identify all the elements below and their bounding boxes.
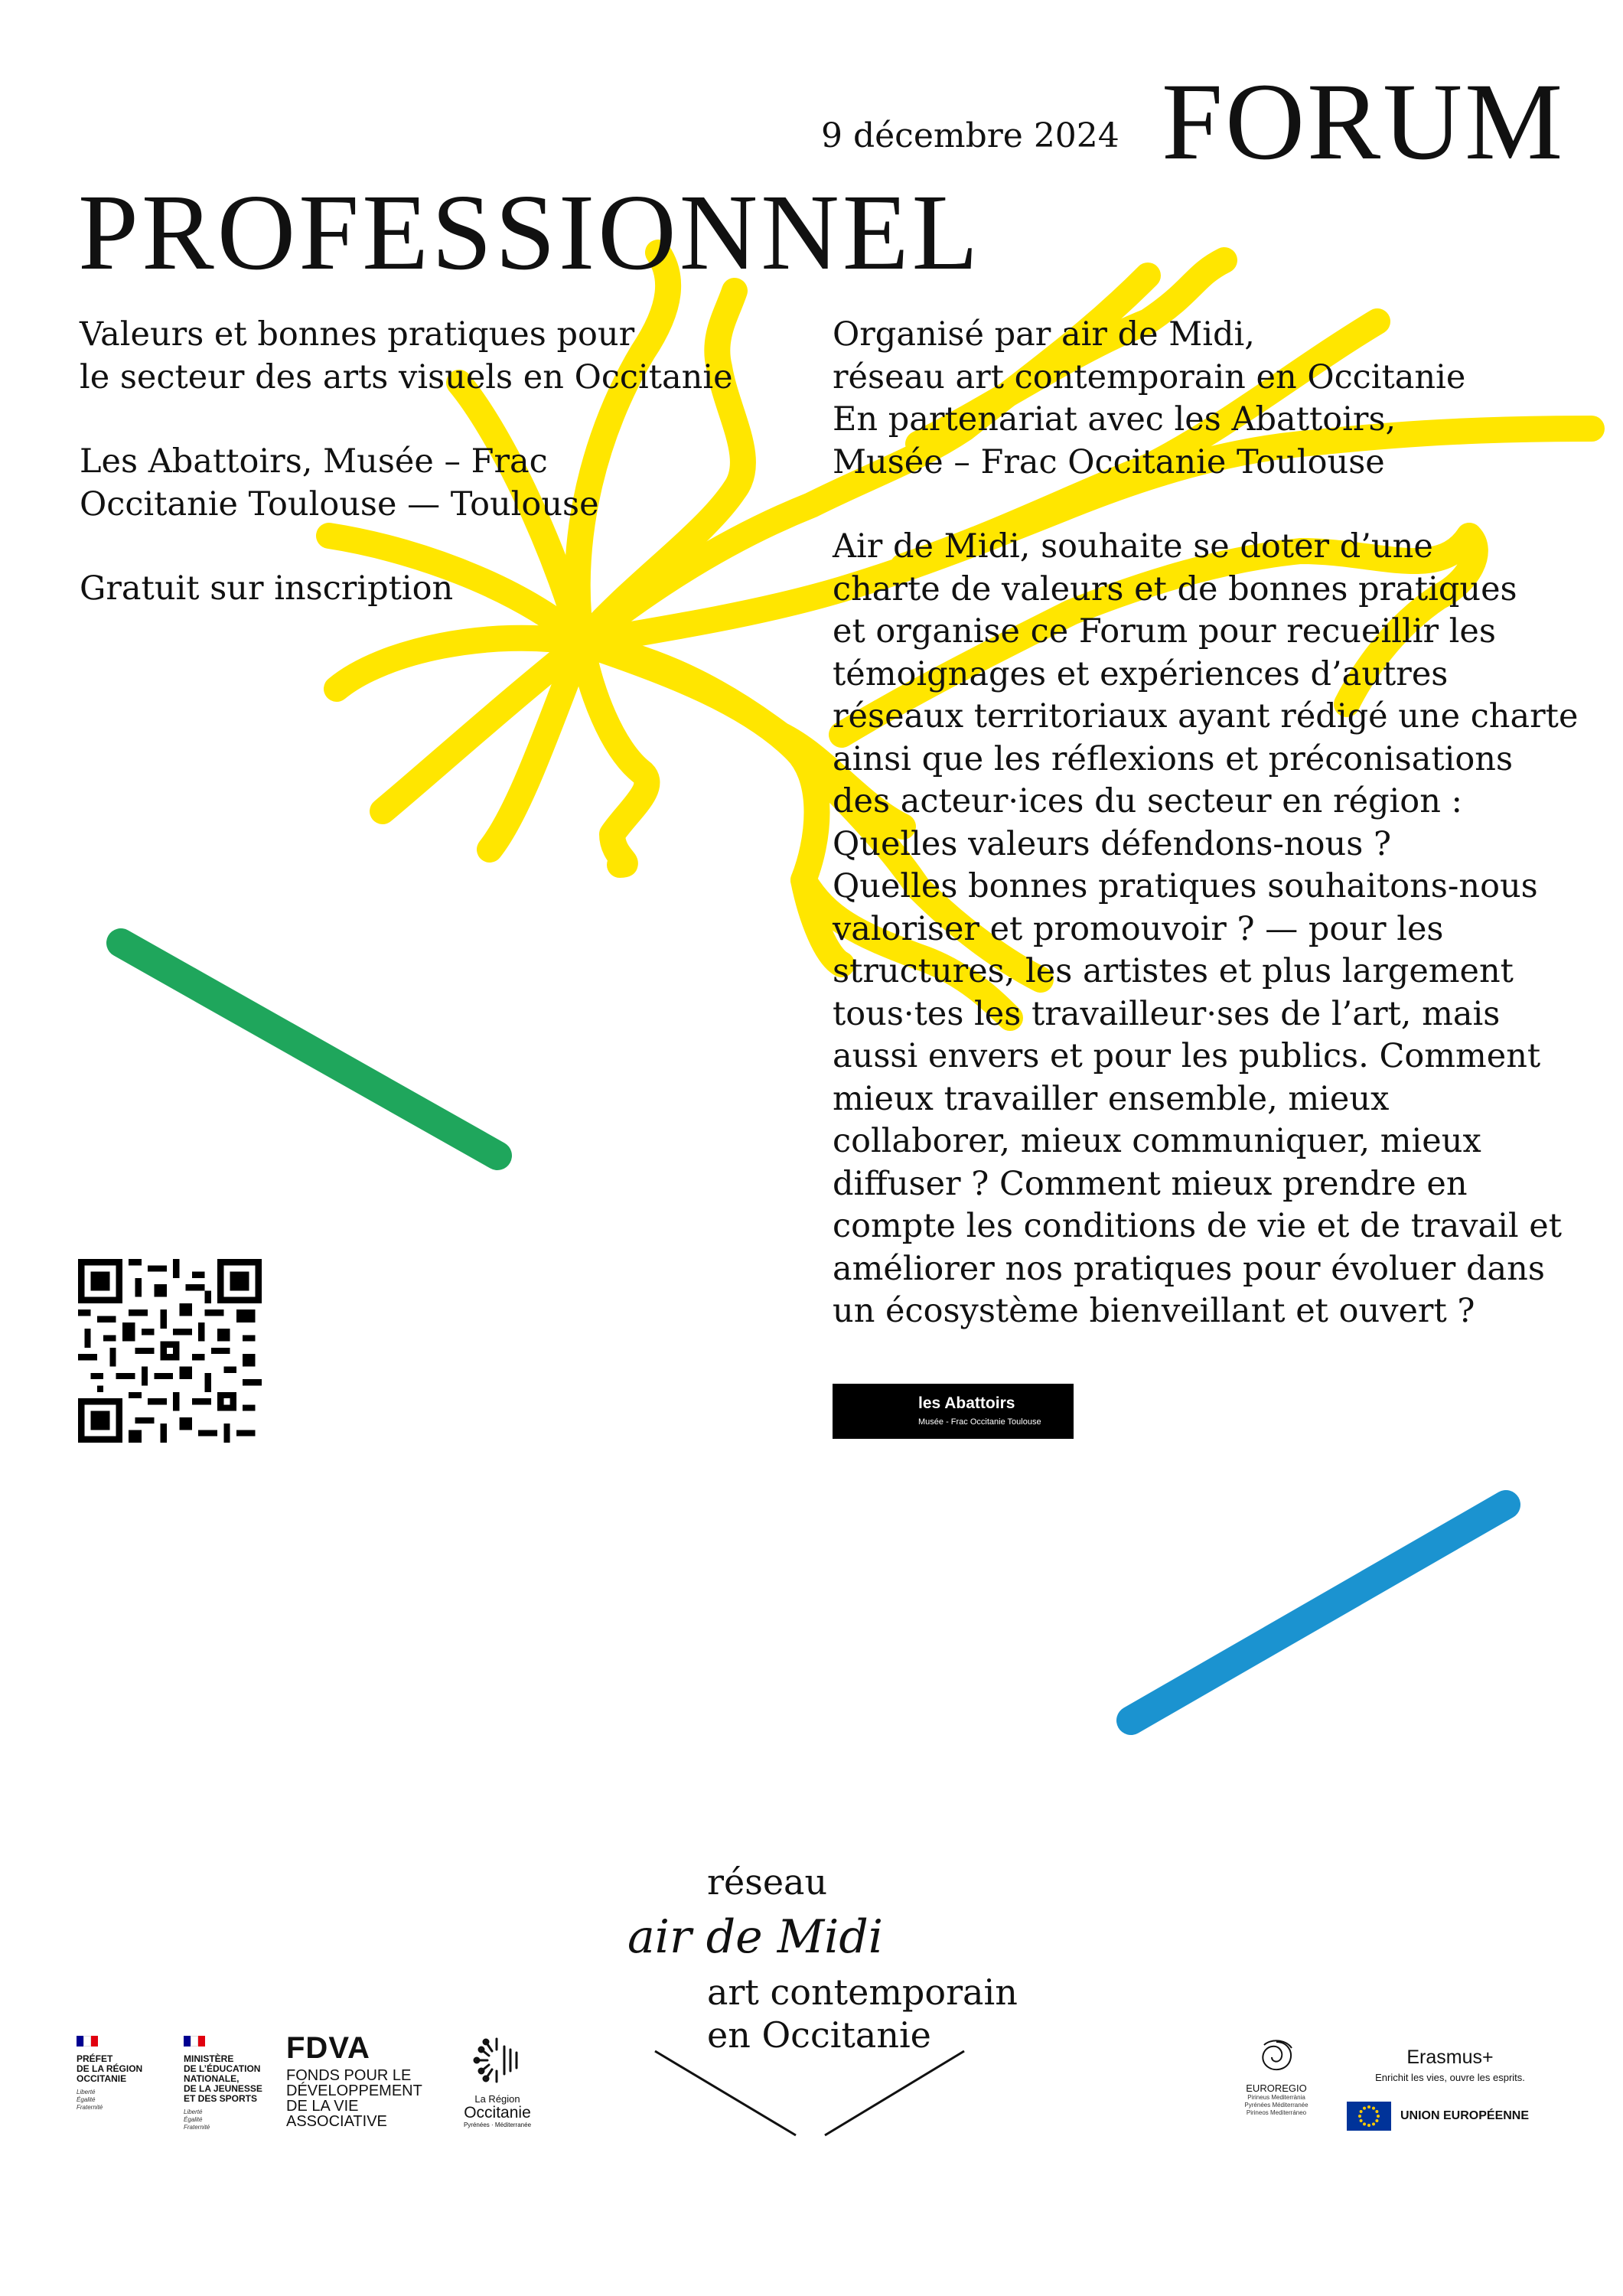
body-line: mieux travailler ensemble, mieux <box>833 1079 1390 1118</box>
body-line: réseaux territoriaux ayant rédigé une charte <box>833 697 1579 735</box>
eu-flag-icon <box>1347 2102 1391 2131</box>
prefet-motto: Égalité <box>77 2096 96 2103</box>
fdva-desc: FONDS POUR LE <box>286 2067 412 2084</box>
ministere-motto: Fraternité <box>184 2124 210 2131</box>
event-date: 9 décembre 2024 <box>821 116 1119 155</box>
body-line: compte les conditions de vie et de travail et <box>833 1207 1563 1245</box>
body-line: des acteur·ices du secteur en région : <box>833 782 1463 820</box>
ministere-label: DE L’ÉDUCATION <box>184 2063 261 2074</box>
fdva-title: FDVA <box>286 2031 370 2065</box>
body-line: tous·tes les travailleur·ses de l’art, mais <box>833 994 1501 1033</box>
prefet-motto: Liberté <box>77 2089 96 2095</box>
venue-line: Occitanie Toulouse — Toulouse <box>80 484 599 523</box>
erasmus-logo <box>1347 2047 1553 2131</box>
body-line: diffuser ? Comment mieux prendre en <box>833 1164 1468 1203</box>
abattoirs-logo-name: les Abattoirs <box>918 1394 1015 1412</box>
abattoirs-logo <box>833 1384 1074 1439</box>
body-line: ainsi que les réflexions et préconisations <box>833 739 1514 778</box>
fdva-desc: DE LA VIE <box>286 2098 359 2115</box>
ministere-label: ET DES SPORTS <box>184 2093 258 2104</box>
fdva-desc: ASSOCIATIVE <box>286 2113 387 2130</box>
fdva-desc: DÉVELOPPEMENT <box>286 2082 422 2099</box>
title-professionnel: PROFESSIONNEL <box>78 171 982 292</box>
body-line: et organise ce Forum pour recueillir les <box>833 612 1496 651</box>
organizer-line: réseau art contemporain en Occitanie <box>833 357 1466 396</box>
qr-code[interactable] <box>78 1259 262 1443</box>
prefet-motto: Fraternité <box>77 2104 103 2111</box>
body-line: collaborer, mieux communiquer, mieux <box>833 1122 1481 1160</box>
fdva-logo <box>286 2033 422 2129</box>
body-line: Quelles bonnes pratiques souhaitons-nous <box>833 867 1538 905</box>
venue-line: Les Abattoirs, Musée – Frac <box>80 442 548 481</box>
erasmus-tagline: Enrichit les vies, ouvre les esprits. <box>1375 2072 1525 2083</box>
prefet-label: OCCITANIE <box>77 2073 127 2084</box>
occitanie-cross-icon <box>471 2036 524 2086</box>
euroregio-spiral-icon <box>1255 2037 1298 2076</box>
region-name: Occitanie <box>464 2104 531 2122</box>
body-line: améliorer nos pratiques pour évoluer dans <box>833 1249 1545 1288</box>
eu-label: UNION EUROPÉENNE <box>1400 2109 1530 2122</box>
erasmus-title: Erasmus+ <box>1406 2047 1494 2068</box>
region-occitanie-logo <box>451 2036 543 2128</box>
euroregio-name: EUROREGIO <box>1246 2082 1307 2094</box>
body-line: structures, les artistes et plus largement <box>833 952 1514 990</box>
euroregio-sub: Pirineos Mediterráneo <box>1246 2109 1307 2116</box>
marianne-flag-icon <box>184 2036 205 2047</box>
organizer-line: En partenariat avec les Abattoirs, <box>833 400 1396 439</box>
ministere-motto: Liberté <box>184 2108 203 2115</box>
marianne-flag-icon <box>77 2036 98 2047</box>
organizer-line: Musée – Frac Occitanie Toulouse <box>833 442 1385 481</box>
prefet-region-logo <box>77 2036 168 2112</box>
prefet-label: PRÉFET <box>77 2053 113 2064</box>
body-line: Quelles valeurs défendons-nous ? <box>833 824 1391 863</box>
network-logo-line: réseau <box>707 1861 828 1903</box>
ministere-label: NATIONALE, <box>184 2073 240 2084</box>
euroregio-sub: Pirineus Mediterrània <box>1247 2094 1305 2101</box>
left-column <box>80 314 799 611</box>
prefet-label: DE LA RÉGION <box>77 2063 143 2074</box>
ministere-label: DE LA JEUNESSE <box>184 2083 262 2094</box>
region-sub: Pyrénées · Méditerranée <box>463 2122 532 2128</box>
network-logo-line: art contemporain <box>707 1971 1018 2013</box>
network-logo-line: en Occitanie <box>707 2014 931 2056</box>
body-line: aussi envers et pour les publics. Comment <box>833 1037 1541 1075</box>
title-forum: FORUM <box>1162 61 1566 183</box>
ministere-label: MINISTÈRE <box>184 2053 234 2064</box>
body-line: un écosystème bienveillant et ouvert ? <box>833 1292 1475 1330</box>
region-small-label: La Région <box>474 2093 520 2105</box>
organizer-line: Organisé par air de Midi, <box>833 315 1255 354</box>
body-line: témoignages et expériences d’autres <box>833 654 1449 693</box>
green-stroke <box>121 943 497 1156</box>
price-info: Gratuit sur inscription <box>80 569 454 608</box>
body-line: charte de valeurs et de bonnes pratiques <box>833 569 1517 608</box>
network-logo-script: air de Midi <box>627 1910 883 1964</box>
ministere-motto: Égalité <box>184 2116 203 2123</box>
ministere-logo <box>184 2036 283 2131</box>
euroregio-sub: Pyrénées Méditerranée <box>1244 2102 1309 2108</box>
blue-stroke <box>1131 1505 1506 1720</box>
euroregio-logo <box>1230 2037 1322 2117</box>
body-line: valoriser et promouvoir ? — pour les <box>833 909 1444 948</box>
right-column <box>833 314 1598 1333</box>
chevron-mark <box>655 2051 964 2135</box>
subtitle-line: le secteur des arts visuels en Occitanie <box>80 357 733 396</box>
subtitle-line: Valeurs et bonnes pratiques pour <box>80 315 635 354</box>
abattoirs-logo-tagline: Musée - Frac Occitanie Toulouse <box>918 1417 1041 1427</box>
body-line: Air de Midi, souhaite se doter d’une <box>833 527 1433 566</box>
